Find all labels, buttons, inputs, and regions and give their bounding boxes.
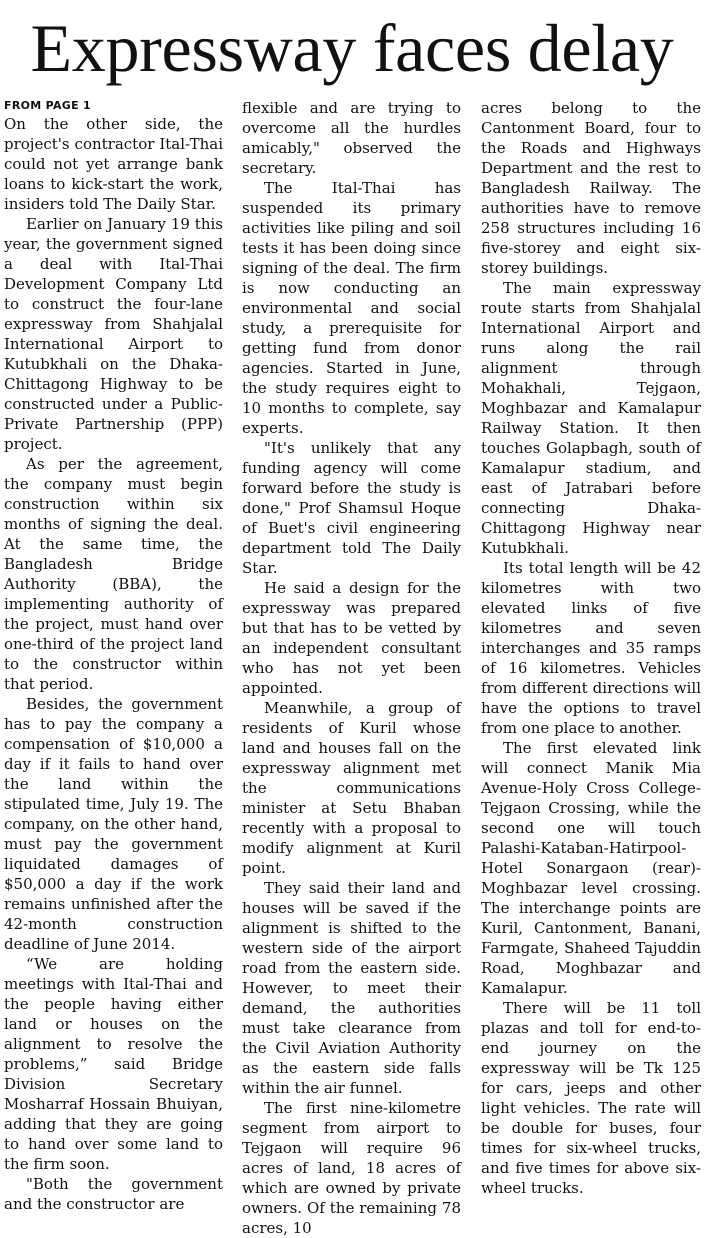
paragraph: Earlier on January 19 this year, the government signed a deal with Ital-Thai Development Company Ltd to construct the four-lane expressway from Shahjalal International Airport to Kutubkhali on the Dhaka-Chittagong Highway to be constructed under a Public-Private Partnership (PPP) project.	[4, 215, 223, 453]
paragraph: "Both the government and the constructor are	[4, 1175, 223, 1213]
continuation-kicker: FROM PAGE 1	[4, 99, 92, 112]
paragraph: Meanwhile, a group of residents of Kuril whose land and houses fall on the expressway alignment met the communications minister at Setu Bhaban recently with a proposal to modify alignment at Kuril point.	[242, 699, 461, 877]
paragraph: As per the agreement, the company must begin construction within six months of signing the deal. At the same time, the Bangladesh Bridge Authority (BBA), the implementing authority of the project, must hand over one-third of the project land to the constructor within that period.	[4, 455, 223, 693]
paragraph: There will be 11 toll plazas and toll for end-to-end journey on the expressway will be Tk 125 for cars, jeeps and other light vehicles. The rate will be double for buses, four times for six-wheel trucks, and five times for above six-wheel trucks.	[481, 999, 701, 1197]
paragraph: The first elevated link will connect Manik Mia Avenue-Holy Cross College-Tejgaon Crossing, while the second one will touch Palashi-Kataban-Hatirpool-Hotel Sonargaon (rear)-Moghbazar level crossing. The interchange points are Kuril, Cantonment, Banani, Farmgate, Shaheed Tajuddin Road, Moghbazar and Kamalapur.	[481, 739, 701, 997]
paragraph: “We are holding meetings with Ital-Thai and the people having either land or houses on the alignment to resolve the problems,” said Bridge Division Secretary Mosharraf Hossain Bhuiyan, adding that they are going to hand over some land to the firm soon.	[4, 955, 223, 1173]
column-3	[481, 99, 701, 1198]
paragraph: The Ital-Thai has suspended its primary activities like piling and soil tests it has been doing since signing of the deal. The firm is now conducting an environmental and social study, a prerequisite for getting fund from donor agencies. Started in June, the study requires eight to 10 months to complete, say experts.	[242, 179, 461, 437]
paragraph: Besides, the government has to pay the company a compensation of $10,000 a day if it fails to hand over the land within the stipulated time, July 19. The company, on the other hand, must pay the government liquidated damages of $50,000 a day if the work remains unfinished after the 42-month construction deadline of June 2014.	[4, 695, 223, 953]
paragraph: They said their land and houses will be saved if the alignment is shifted to the western side of the airport road from the eastern side. However, to meet their demand, the authorities must take clearance from the Civil Aviation Authority as the eastern side falls within the air funnel.	[242, 879, 461, 1097]
headline: Expressway faces delay	[30, 10, 674, 86]
paragraph: flexible and are trying to overcome all the hurdles amicably," observed the secretary.	[242, 99, 461, 177]
paragraph: acres belong to the Cantonment Board, four to the Roads and Highways Department and the rest to Bangladesh Railway. The authorities have to remove 258 structures including 16 five-storey and eight six-storey buildings.	[481, 99, 701, 277]
paragraph: He said a design for the expressway was prepared but that has to be vetted by an independent consultant who has not yet been appointed.	[242, 579, 461, 697]
column-1	[4, 99, 223, 1214]
paragraph: On the other side, the project's contractor Ital-Thai could not yet arrange bank loans to kick-start the work, insiders told The Daily Star.	[4, 115, 223, 213]
paragraph: "It's unlikely that any funding agency will come forward before the study is done," Prof Shamsul Hoque of Buet's civil engineering department told The Daily Star.	[242, 439, 461, 577]
paragraph: The first nine-kilometre segment from airport to Tejgaon will require 96 acres of land, 18 acres of which are owned by private owners. Of the remaining 78 acres, 10	[242, 1099, 461, 1237]
column-2	[242, 99, 461, 1238]
paragraph: The main expressway route starts from Shahjalal International Airport and runs along the rail alignment through Mohakhali, Tejgaon, Moghbazar and Kamalapur Railway Station. It then touches Golapbagh, south of Kamalapur stadium, and east of Jatrabari before connecting Dhaka-Chittagong Highway near Kutubkhali.	[481, 279, 701, 557]
paragraph: Its total length will be 42 kilometres with two elevated links of five kilometres and seven interchanges and 35 ramps of 16 kilometres. Vehicles from different directions will have the options to travel from one place to another.	[481, 559, 701, 737]
